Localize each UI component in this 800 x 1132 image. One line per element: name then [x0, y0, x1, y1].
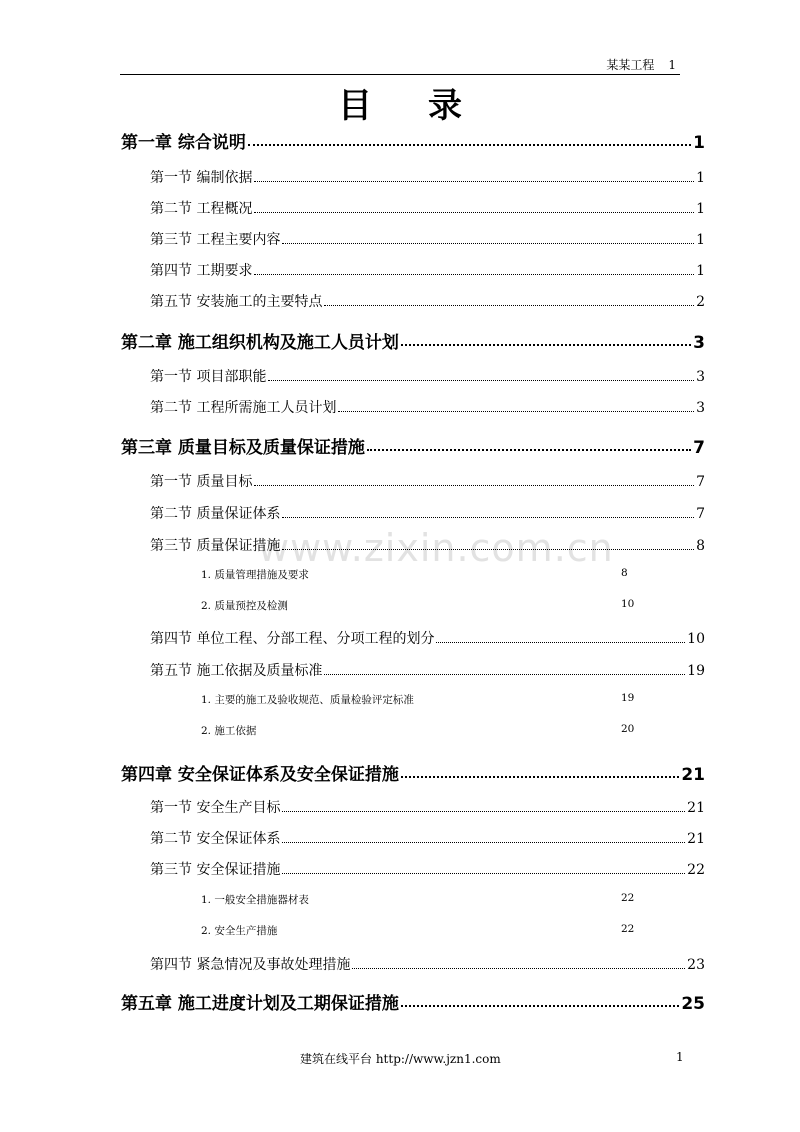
entry-label: 第五章 施工进度计划及工期保证措施: [121, 994, 399, 1014]
entry-page: 8: [621, 567, 628, 579]
toc-section-entry[interactable]: [150, 167, 705, 187]
toc-section-entry[interactable]: [150, 260, 705, 280]
toc-section-entry[interactable]: [150, 660, 705, 680]
entry-page: 22: [621, 923, 635, 935]
dot-leader: [254, 485, 694, 486]
entry-label: 第一章 综合说明: [121, 133, 246, 153]
entry-label: 第三节 安全保证措施: [150, 862, 281, 878]
entry-page: 19: [621, 692, 635, 704]
entry-label: 第五节 施工依据及质量标准: [150, 663, 323, 679]
toc-section-entry[interactable]: [150, 198, 705, 218]
entry-page: 10: [687, 631, 705, 647]
entry-label: 第四章 安全保证体系及安全保证措施: [121, 765, 399, 785]
header-page-number: 1: [668, 58, 676, 72]
dot-leader: [254, 212, 694, 213]
dot-leader: [401, 344, 691, 346]
dot-leader: [254, 274, 694, 275]
entry-page: 20: [621, 723, 635, 735]
entry-label: 第二节 质量保证体系: [150, 506, 281, 522]
entry-page: 22: [621, 892, 635, 904]
toc-section-entry[interactable]: [150, 503, 705, 523]
entry-page: 3: [696, 400, 705, 416]
dot-leader: [268, 380, 694, 381]
entry-label: 1. 主要的施工及验收规范、质量检验评定标准: [201, 694, 414, 706]
dot-leader: [352, 968, 685, 969]
toc-section-entry[interactable]: [150, 859, 705, 879]
entry-page: 1: [696, 201, 705, 217]
entry-page: 7: [693, 438, 705, 458]
entry-label: 第三章 质量目标及质量保证措施: [121, 438, 365, 458]
watermark: www.zixin.com.cn: [258, 526, 614, 570]
entry-label: 第五节 安装施工的主要特点: [150, 294, 323, 310]
dot-leader: [324, 305, 694, 306]
entry-label: 第一节 编制依据: [150, 170, 253, 186]
entry-page: 7: [696, 474, 705, 490]
entry-page: 1: [696, 263, 705, 279]
entry-page: 21: [687, 800, 705, 816]
dot-leader: [282, 873, 685, 874]
dot-leader: [367, 449, 691, 451]
entry-page: 21: [687, 831, 705, 847]
dot-leader: [324, 674, 685, 675]
dot-leader: [254, 181, 694, 182]
entry-label: 第二节 工程概况: [150, 201, 253, 217]
toc-title: 目录: [338, 86, 518, 126]
entry-label: 第一节 项目部职能: [150, 369, 267, 385]
footer-text: 建筑在线平台 http://www.jzn1.com: [300, 1052, 501, 1066]
entry-page: 21: [681, 765, 705, 785]
toc-section-entry[interactable]: [150, 628, 705, 648]
toc-chapter-entry[interactable]: [121, 128, 705, 153]
toc-section-entry[interactable]: [150, 828, 705, 848]
entry-label: 1. 质量管理措施及要求: [201, 569, 309, 581]
page-header: [120, 56, 680, 75]
dot-leader: [401, 1005, 679, 1007]
entry-page: 8: [696, 538, 705, 554]
header-text: 某某工程: [606, 58, 655, 72]
entry-label: 1. 一般安全措施器材表: [201, 894, 309, 906]
dot-leader: [282, 842, 685, 843]
dot-leader: [282, 517, 694, 518]
entry-label: 第四节 工期要求: [150, 263, 253, 279]
dot-leader: [282, 549, 694, 550]
entry-page: 1: [693, 133, 705, 153]
entry-page: 3: [696, 369, 705, 385]
entry-label: 第二节 工程所需施工人员计划: [150, 400, 337, 416]
dot-leader: [436, 642, 685, 643]
entry-label: 2. 安全生产措施: [201, 925, 278, 937]
dot-leader: [401, 776, 679, 778]
toc-section-entry[interactable]: [150, 291, 705, 311]
entry-page: 23: [687, 957, 705, 973]
entry-page: 19: [687, 663, 705, 679]
dot-leader: [338, 411, 694, 412]
entry-page: 25: [681, 994, 705, 1014]
toc-chapter-entry[interactable]: [121, 433, 705, 458]
toc-section-entry[interactable]: [150, 954, 705, 974]
toc-chapter-entry[interactable]: [121, 760, 705, 785]
entry-page: 2: [696, 294, 705, 310]
entry-label: 第四节 紧急情况及事故处理措施: [150, 957, 351, 973]
footer-page-number: 1: [676, 1050, 684, 1064]
entry-page: 7: [696, 506, 705, 522]
toc-chapter-entry[interactable]: [121, 989, 705, 1014]
toc-section-entry[interactable]: [150, 471, 705, 491]
dot-leader: [282, 243, 694, 244]
entry-label: 第二章 施工组织机构及施工人员计划: [121, 333, 399, 353]
toc-section-entry[interactable]: [150, 366, 705, 386]
entry-label: 第三节 质量保证措施: [150, 538, 281, 554]
toc-section-entry[interactable]: [150, 797, 705, 817]
entry-label: 第三节 工程主要内容: [150, 232, 281, 248]
entry-label: 2. 质量预控及检测: [201, 600, 288, 612]
entry-page: 1: [696, 170, 705, 186]
toc-section-entry[interactable]: [150, 397, 705, 417]
toc-section-entry[interactable]: [150, 229, 705, 249]
toc-section-entry[interactable]: [150, 535, 705, 555]
entry-page: 10: [621, 598, 635, 610]
entry-page: 3: [693, 333, 705, 353]
dot-leader: [282, 811, 685, 812]
entry-page: 1: [696, 232, 705, 248]
toc-chapter-entry[interactable]: [121, 328, 705, 353]
entry-page: 22: [687, 862, 705, 878]
dot-leader: [248, 144, 691, 146]
entry-label: 第一节 安全生产目标: [150, 800, 281, 816]
entry-label: 第四节 单位工程、分部工程、分项工程的划分: [150, 631, 435, 647]
entry-label: 2. 施工依据: [201, 725, 257, 737]
entry-label: 第一节 质量目标: [150, 474, 253, 490]
entry-label: 第二节 安全保证体系: [150, 831, 281, 847]
